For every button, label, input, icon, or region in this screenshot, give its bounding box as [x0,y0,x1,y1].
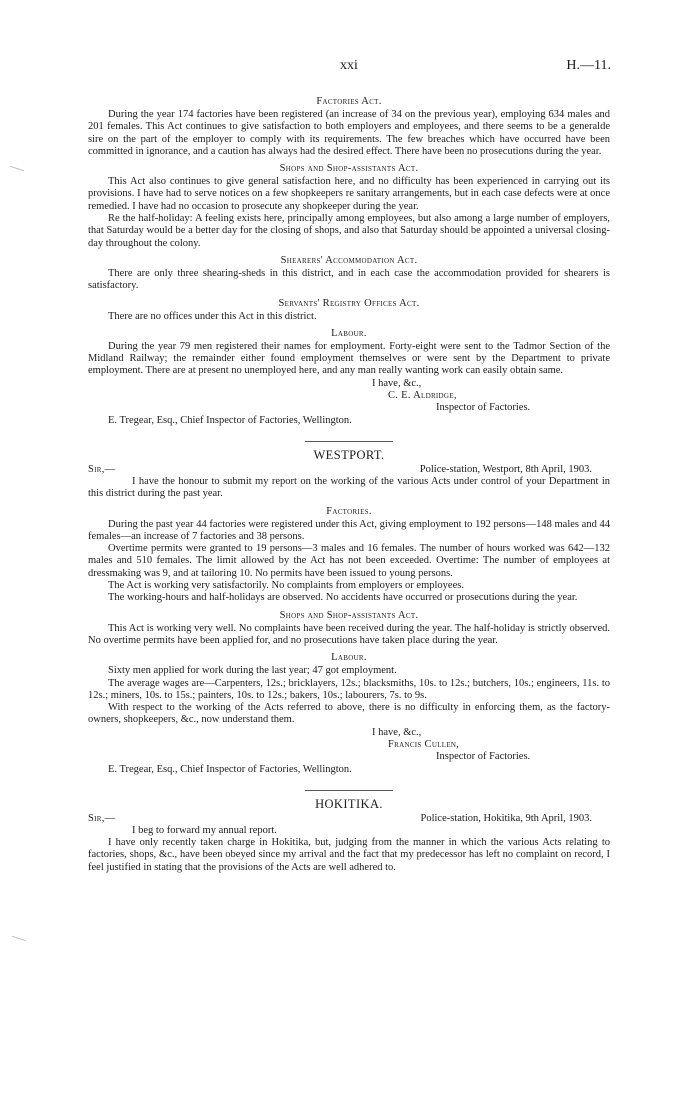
salutation-line [88,463,610,476]
paragraph: This Act is working very well. No complaints have been received during the year. The half-holiday is strictly observed. No overtime permits have been applied for, and no prosecutions have taken place during the year. [88,622,610,646]
paragraph: Re the half-holiday: A feeling exists here, principally among employees, but also among a large number of employers, that Saturday would be a better day for the closing of shops, and also that Saturday should be appointed a universal closing-day throughout the colony. [88,213,610,249]
section-heading-servants-act: Servants' Registry Offices Act. [278,297,420,309]
section-heading-labour: Labour. [331,327,367,339]
report-body [88,91,610,874]
paragraph: The average wages are—Carpenters, 12s.; bricklayers, 12s.; blacksmiths, 10s. to 12s.; butchers, 10s.; engineers, 11s. to 12s.; miners, 10s. to 15s.; painters, 10s. to 12s.; bakers, 10s.; labourers, 7s. to 9s. [88,677,610,701]
paragraph: This Act also continues to give general satisfaction here, and no difficulty has been experienced in carrying out its provisions. I have had to serve notices on a few shopkeepers re sanitary arrangements, but in each case defects were at once remedied. I have had no occasion to prosecute any shopkeeper during the year. [88,176,610,212]
salutation-line [88,812,610,825]
district-heading-westport: WESTPORT. [313,447,385,462]
paragraph: During the year 174 factories have been registered (an increase of 34 on the previous year), employing 634 males and 201 females. This Act continues to give satisfaction to both employers and employees, and there seems to be a generalde sire on the part of the employer to comply with its requirements. The few breaches which have occurred have been committed in ignorance, and a caution has always had the desired effect. There have been no prosecutions during the year. [88,109,610,157]
signoff-name: Francis Cullen, [388,738,460,750]
paragraph: Overtime permits were granted to 19 persons—3 males and 16 females. The number of hours worked was 642—132 males and 510 females. The limit allowed by the Act has not been exceeded. Overtime: The number of employees at dressmaking was 9, and at tailoring 10. No permits have been issued to young persons. [88,543,610,579]
section-heading-labour: Labour. [331,652,367,664]
margin-scratch-mark [12,936,26,941]
paragraph: I have the honour to submit my report on the working of the various Acts under control of your Department in this district during the past year. [88,475,610,500]
letter-date: Police-station, Westport, 8th April, 1903. [419,463,592,475]
salutation: Sir,— [88,812,116,824]
paragraph: With respect to the working of the Acts referred to above, there is no difficulty in enforcing them, as the factory-owners, shopkeepers, &c., now understand them. [88,702,610,726]
page-header [88,58,610,78]
section-heading-shearers-act: Shearers' Accommodation Act. [280,254,418,266]
signoff-title: Inspector of Factories. [436,751,531,763]
signoff-title: Inspector of Factories. [436,402,531,414]
salutation: Sir,— [88,463,116,475]
paragraph: There are only three shearing-sheds in this district, and in each case the accommodation provided for shearers is satisfactory. [88,267,610,292]
page-number: xxi [340,58,358,73]
paragraph: I have only recently taken charge in Hokitika, but, judging from the manner in which the various Acts relating to factories, shops, &c., have been obeyed since my arrival and the fact that my predecessor has left no complaint on record, I feel justified in stating that the provisions of the Acts are well adhered to. [88,837,610,873]
section-heading-shops-act: Shops and Shop-assistants Act. [279,609,419,621]
section-heading-shops-act: Shops and Shop-assistants Act. [279,163,419,175]
letter-date: Police-station, Hokitika, 9th April, 1903. [420,812,592,824]
document-code: H.—11. [566,58,611,73]
section-heading-factories-act: Factories Act. [316,96,382,107]
paragraph: During the past year 44 factories were registered under this Act, giving employment to 192 persons—148 males and 44 females—an increase of 7 factories and 38 persons. [88,518,610,542]
addressee: E. Tregear, Esq., Chief Inspector of Factories, Wellington. [108,414,352,426]
margin-scratch-mark [10,166,24,171]
addressee: E. Tregear, Esq., Chief Inspector of Factories, Wellington. [108,763,352,775]
paragraph: The Act is working very satisfactorily. No complaints from employers or employees. [108,580,464,592]
district-heading-hokitika: HOKITIKA. [315,796,383,811]
paragraph: The working-hours and half-holidays are observed. No accidents have occurred or prosecutions during the year. [108,592,578,604]
section-heading-factories: Factories. [326,505,372,517]
paragraph: There are no offices under this Act in this district. [108,310,317,322]
paragraph: I beg to forward my annual report. [132,824,277,836]
paragraph: During the year 79 men registered their names for employment. Forty-eight were sent to the Tadmor Section of the Midland Railway; the remainder either found employment themselves or were sent by the Department to private employment. There are at present no unemployed here, and any man really wanting work can easily obtain same. [88,340,610,377]
signoff-greeting: I have, &c., [372,726,422,738]
signoff-name: C. E. Aldridge, [388,390,457,402]
signoff-greeting: I have, &c., [372,377,422,389]
paragraph: Sixty men applied for work during the last year; 47 got employment. [108,665,397,677]
